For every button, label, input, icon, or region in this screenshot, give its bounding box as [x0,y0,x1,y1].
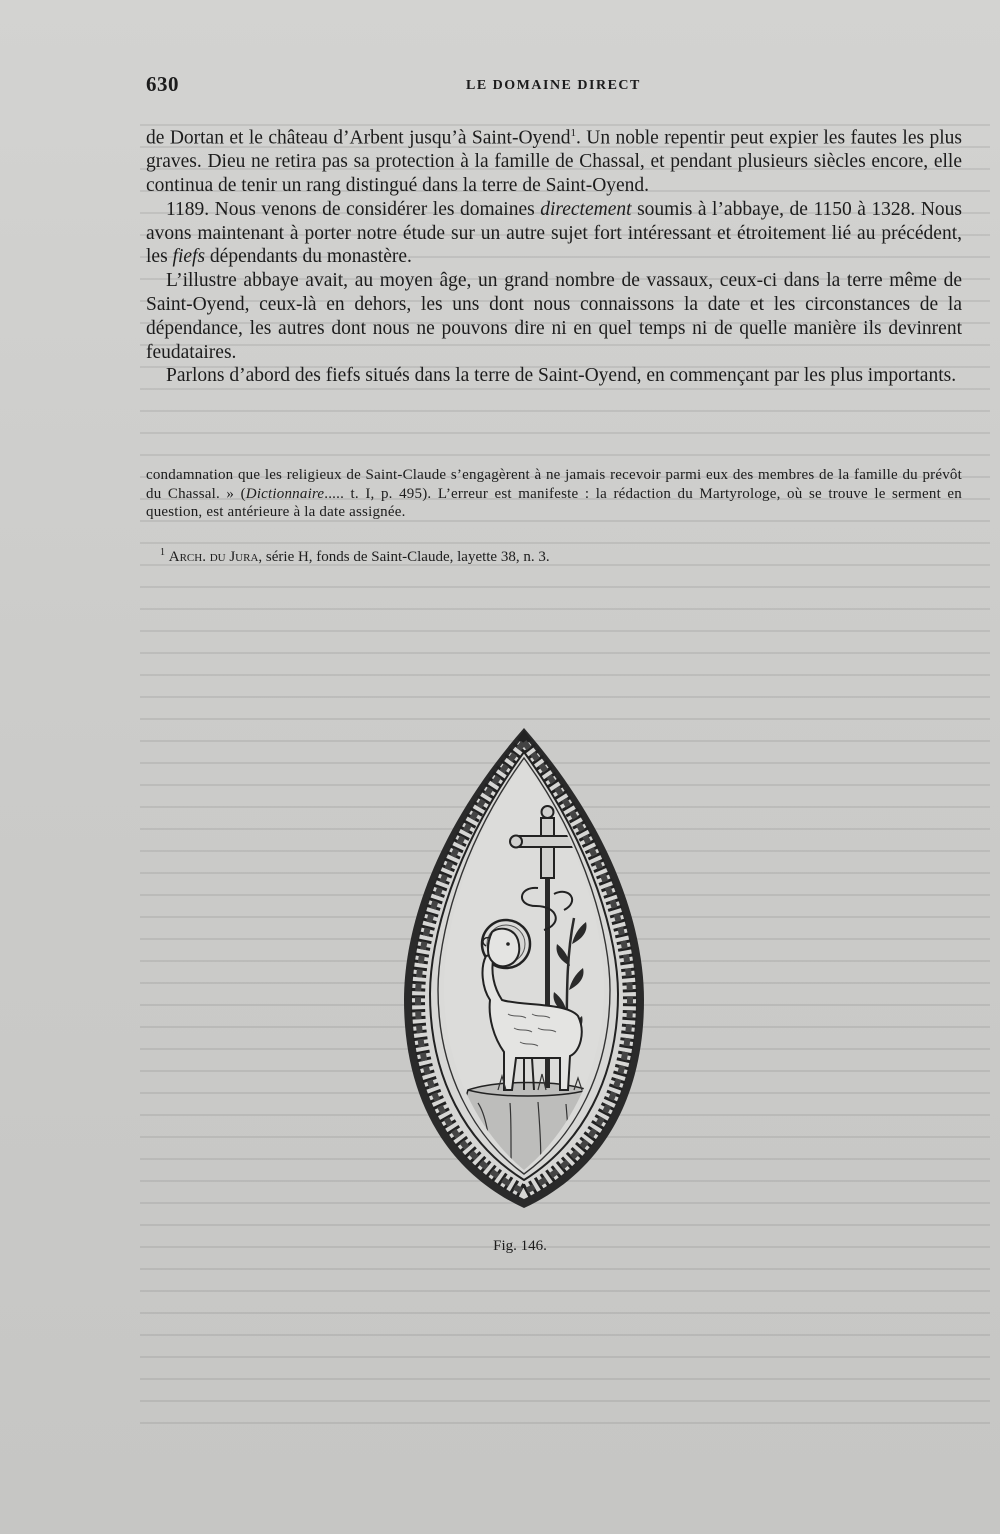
running-head: LE DOMAINE DIRECT [466,78,641,93]
page-number: 630 [146,72,179,96]
paragraph-3: L’illustre abbaye avait, au moyen âge, un grand nombre de vassaux, ceux-ci dans la terre même de Saint-Oyend, ceux-là en dehors, les uns dont nous connaissons la date et les circonstances de la dépendance, les autres dont nous ne pouvons dire ni en quel temps ni de quelle manière ils devinrent feudataires. [146,270,962,363]
note-continuation: condamnation que les religieux de Saint-Claude s’engagèrent à ne jamais recevoir parmi eux des membres de la famille du prévôt du Chassal. » (Dictionnaire..... t. I, p. 495). L’erreur est manifeste : la rédaction du Martyrologe, où se trouve le serment en question, est antérieure à la date assignée. [146,467,962,521]
seal-drawing [398,718,650,1214]
figure-caption: Fig. 146. [493,1238,547,1254]
footnote: $^1$ Arch. du Jura, série H, fonds de Saint-Claude, layette 38, n. 3. [160,547,550,565]
paragraph-1: de Dortan et le château d’Arbent jusqu’à Saint-Oyend$^1$. Un noble repentir peut expier les fautes les plus graves. Dieu ne retira pas sa protection à la famille de Chassal, et pendant plusieurs siècles encore, elle continua de tenir un rang distingué dans la terre de Saint-Oyend. [146,127,962,197]
paragraph-4: Parlons d’abord des fiefs situés dans la terre de Saint-Oyend, en commençant par les plus importants. [166,365,957,387]
agnus-dei-seal-illustration [398,718,650,1214]
main-text [146,122,962,388]
footnote-ref: 1 [570,127,576,139]
paragraph-2: 1189. Nous venons de considérer les domaines directement soumis à l’abbaye, de 1150 à 1328. Nous avons maintenant à porter notre étude sur un autre sujet fort intéressant et étroitement lié au précédent, les fiefs dépendants du monastère. [146,198,962,268]
